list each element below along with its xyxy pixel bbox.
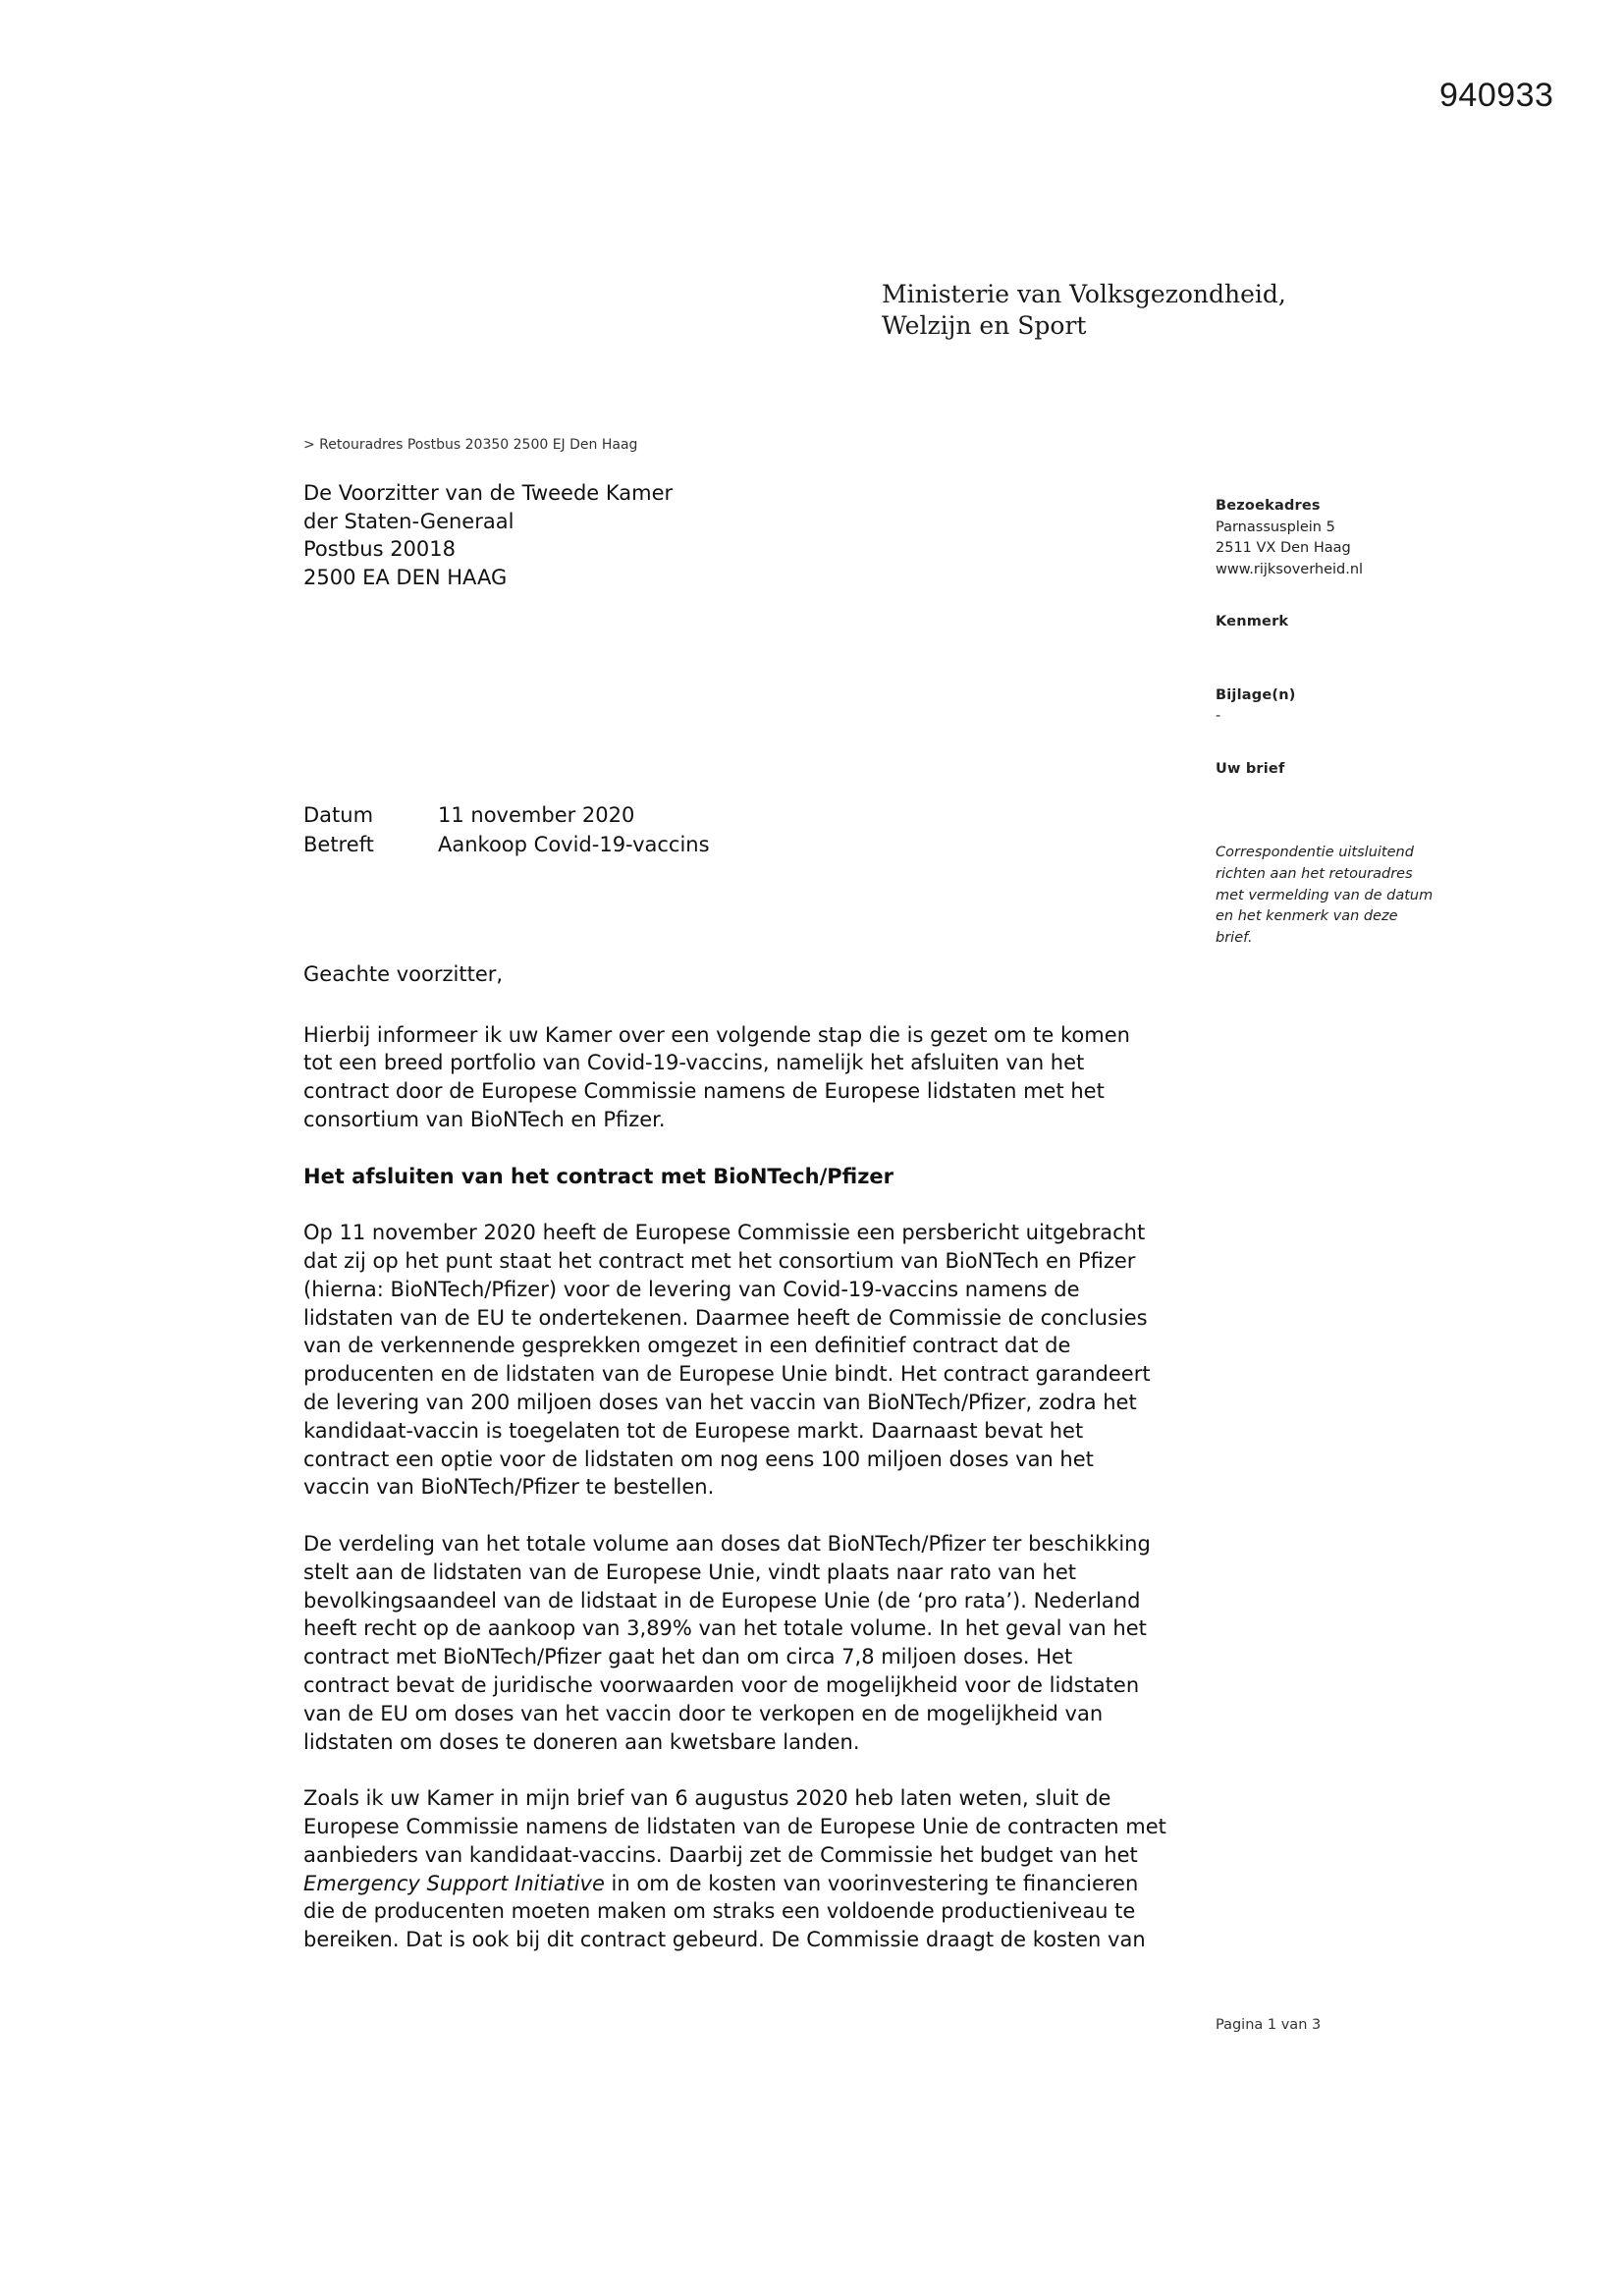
uw-brief-label: Uw brief	[1216, 760, 1285, 777]
paragraph-line: contract een optie voor de lidstaten om nog eens 100 miljoen doses van het	[303, 1447, 1094, 1471]
note-line-3: met vermelding van de datum	[1216, 887, 1434, 903]
paragraph-line: consortium van BioNTech en Pfizer.	[303, 1107, 666, 1131]
paragraph-line: contract door de Europese Commissie namens de Europese lidstaten met het	[303, 1079, 1105, 1104]
paragraph-line: Europese Commissie namens de lidstaten van de Europese Unie de contracten met	[303, 1814, 1166, 1838]
paragraph-line: vaccin van BioNTech/Pfizer te bestellen.	[303, 1475, 715, 1500]
datum-label: Datum	[303, 803, 374, 827]
paragraph-line: van de verkennende gesprekken omgezet in een definitief contract dat de	[303, 1334, 1071, 1358]
bijlage-value: -	[1216, 708, 1221, 724]
note-line-4: en het kenmerk van deze	[1216, 908, 1398, 925]
paragraph-line: Hierbij informeer ik uw Kamer over een volgende stap die is gezet om te komen	[303, 1022, 1130, 1047]
paragraph-line: Op 11 november 2020 heeft de Europese Commissie een persbericht uitgebracht	[303, 1221, 1146, 1245]
paragraph-line: bereiken. Dat is ook bij dit contract gebeurd. De Commissie draagt de kosten van	[303, 1928, 1146, 1952]
paragraph-line: heeft recht op de aankoop van 3,89% van het totale volume. In het geval van het	[303, 1616, 1147, 1641]
paragraph-1	[303, 1021, 1207, 1134]
paragraph-line: (hierna: BioNTech/Pfizer) voor de levering van Covid-19-vaccins namens de	[303, 1277, 1080, 1301]
paragraph-line: contract bevat de juridische voorwaarden voor de mogelijkheid voor de lidstaten	[303, 1672, 1140, 1697]
paragraph-line: aanbieders van kandidaat-vaccins. Daarbij zet de Commissie het budget van het	[303, 1842, 1138, 1867]
note-line-2: richten aan het retouradres	[1216, 865, 1413, 882]
paragraph-line: kandidaat-vaccin is toegelaten tot de Europese markt. Daarnaast bevat het	[303, 1418, 1084, 1443]
paragraph-line: die de producenten moeten maken om straks een voldoende productieniveau te	[303, 1899, 1136, 1924]
paragraph-line: bevolkingsaandeel van de lidstaat in de Europese Unie (de ‘pro rata’). Nederland	[303, 1588, 1141, 1613]
emphasis-text: Emergency Support Initiative	[303, 1871, 605, 1895]
visit-address-line-2: 2511 VX Den Haag	[1216, 540, 1351, 556]
document-number: 940933	[1439, 77, 1554, 114]
section-heading: Het afsluiten van het contract met BioNTech/Pfizer	[303, 1164, 894, 1188]
salutation: Geachte voorzitter,	[303, 962, 504, 986]
return-address: > Retouradres Postbus 20350 2500 EJ Den Haag	[303, 437, 638, 453]
datum-row	[303, 800, 710, 830]
sidebar-info	[1216, 496, 1510, 950]
bijlage-label: Bijlage(n)	[1216, 686, 1296, 703]
page-number: Pagina 1 van 3	[1216, 2017, 1322, 2033]
correspondence-note	[1216, 843, 1510, 950]
recipient-line-3: Postbus 20018	[303, 537, 456, 561]
paragraph-line: dat zij op het punt staat het contract met het consortium van BioNTech en Pfizer	[303, 1248, 1136, 1273]
visit-address-website: www.rijksoverheid.nl	[1216, 561, 1364, 577]
paragraph-line: tot een breed portfolio van Covid-19-vaccins, namelijk het afsluiten van het	[303, 1051, 1085, 1075]
paragraph-line: lidstaten om doses te doneren aan kwetsbare landen.	[303, 1729, 860, 1754]
paragraph-line: contract met BioNTech/Pfizer gaat het dan om circa 7,8 miljoen doses. Het	[303, 1645, 1073, 1669]
letter-meta	[303, 800, 710, 859]
visit-address-line-1: Parnassusplein 5	[1216, 519, 1335, 535]
kenmerk-label: Kenmerk	[1216, 614, 1289, 629]
visit-address-label: Bezoekadres	[1216, 498, 1321, 514]
betreft-row	[303, 830, 710, 859]
paragraph-line: de levering van 200 miljoen doses van het vaccin van BioNTech/Pfizer, zodra het	[303, 1390, 1137, 1414]
paragraph-line: producenten en de lidstaten van de Europese Unie bindt. Het contract garandeert	[303, 1362, 1151, 1387]
ministry-line-1: Ministerie van Volksgezondheid,	[882, 280, 1286, 308]
paragraph-line: van de EU om doses van het vaccin door te verkopen en de mogelijkheid van	[303, 1701, 1104, 1725]
datum-value: 11 november 2020	[438, 803, 635, 827]
paragraph-4	[303, 1784, 1207, 1954]
ministry-line-2: Welzijn en Sport	[882, 311, 1087, 340]
paragraph-line	[303, 1870, 1207, 1898]
letter-body	[303, 960, 1207, 1954]
recipient-line-2: der Staten-Generaal	[303, 509, 514, 533]
paragraph-line: stelt aan de lidstaten van de Europese Unie, vindt plaats naar rato van het	[303, 1559, 1076, 1584]
ministry-logo-text	[882, 279, 1286, 342]
paragraph-2	[303, 1219, 1207, 1502]
note-line-5: brief.	[1216, 930, 1253, 947]
betreft-value: Aankoop Covid-19-vaccins	[438, 833, 710, 856]
paragraph-3	[303, 1530, 1207, 1756]
paragraph-line: lidstaten van de EU te ondertekenen. Daarmee heeft de Commissie de conclusies	[303, 1305, 1148, 1330]
paragraph-line: De verdeling van het totale volume aan doses dat BioNTech/Pfizer ter beschikking	[303, 1531, 1151, 1556]
paragraph-line-rest: in om de kosten van voorinvestering te financieren	[604, 1871, 1139, 1895]
recipient-address	[303, 479, 673, 591]
recipient-line-1: De Voorzitter van de Tweede Kamer	[303, 481, 674, 505]
note-line-1: Correspondentie uitsluitend	[1216, 845, 1414, 860]
betreft-label: Betreft	[303, 833, 374, 856]
recipient-line-4: 2500 EA DEN HAAG	[303, 565, 508, 589]
paragraph-line: Zoals ik uw Kamer in mijn brief van 6 augustus 2020 heb laten weten, sluit de	[303, 1786, 1111, 1811]
